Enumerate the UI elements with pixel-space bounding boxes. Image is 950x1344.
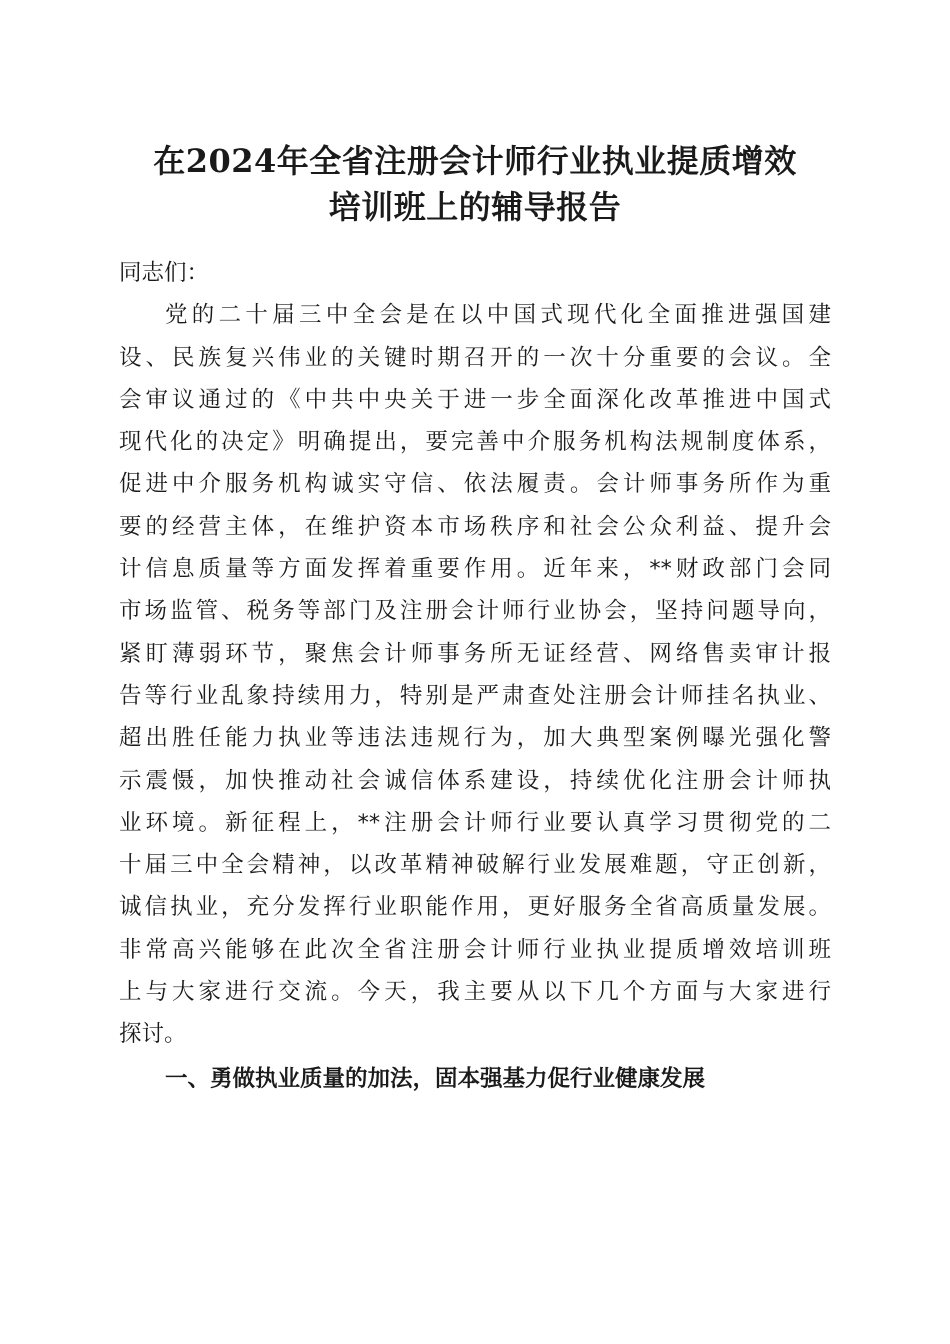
paragraph-line: 探讨。 bbox=[119, 1021, 187, 1048]
paragraph-line: 示震慑，加快推动社会诚信体系建设，持续优化注册会计师执 bbox=[119, 767, 831, 794]
paragraph-line: 党的二十届三中全会是在以中国式现代化全面推进强国建 bbox=[165, 302, 831, 329]
paragraph-line: 紧盯薄弱环节，聚焦会计师事务所无证经营、网络售卖审计报 bbox=[119, 640, 831, 667]
paragraph-line: 非常高兴能够在此次全省注册会计师行业执业提质增效培训班 bbox=[119, 936, 831, 963]
paragraph-line: 现代化的决定》明确提出，要完善中介服务机构法规制度体系， bbox=[119, 429, 831, 456]
paragraph-line: 诚信执业，充分发挥行业职能作用，更好服务全省高质量发展。 bbox=[119, 894, 831, 921]
opening-paragraph bbox=[119, 294, 831, 1055]
paragraph-line: 十届三中全会精神，以改革精神破解行业发展难题，守正创新， bbox=[119, 852, 831, 879]
title-line-1: 在2024年全省注册会计师行业执业提质增效 bbox=[153, 142, 797, 180]
paragraph-line: 市场监管、税务等部门及注册会计师行业协会，坚持问题导向， bbox=[119, 598, 831, 625]
paragraph-line: 计信息质量等方面发挥着重要作用。近年来，**财政部门会同 bbox=[119, 556, 831, 583]
document-body bbox=[119, 252, 831, 1100]
section-heading: 一、勇做执业质量的加法，固本强基力促行业健康发展 bbox=[165, 1065, 706, 1092]
salutation: 同志们： bbox=[119, 260, 210, 286]
paragraph-line: 促进中介服务机构诚实守信、依法履责。会计师事务所作为重 bbox=[119, 471, 831, 498]
paragraph-line: 告等行业乱象持续用力，特别是严肃查处注册会计师挂名执业、 bbox=[119, 682, 831, 709]
paragraph-line: 业环境。新征程上，**注册会计师行业要认真学习贯彻党的二 bbox=[119, 809, 831, 836]
document-title bbox=[100, 138, 850, 230]
paragraph-line: 要的经营主体，在维护资本市场秩序和社会公众利益、提升会 bbox=[119, 513, 831, 540]
paragraph-line: 上与大家进行交流。今天，我主要从以下几个方面与大家进行 bbox=[119, 979, 831, 1006]
title-line-2: 培训班上的辅导报告 bbox=[328, 188, 622, 226]
paragraph-line: 超出胜任能力执业等违法违规行为，加大典型案例曝光强化警 bbox=[119, 725, 831, 752]
paragraph-line: 会审议通过的《中共中央关于进一步全面深化改革推进中国式 bbox=[119, 386, 831, 413]
paragraph-line: 设、民族复兴伟业的关键时期召开的一次十分重要的会议。全 bbox=[119, 344, 831, 371]
